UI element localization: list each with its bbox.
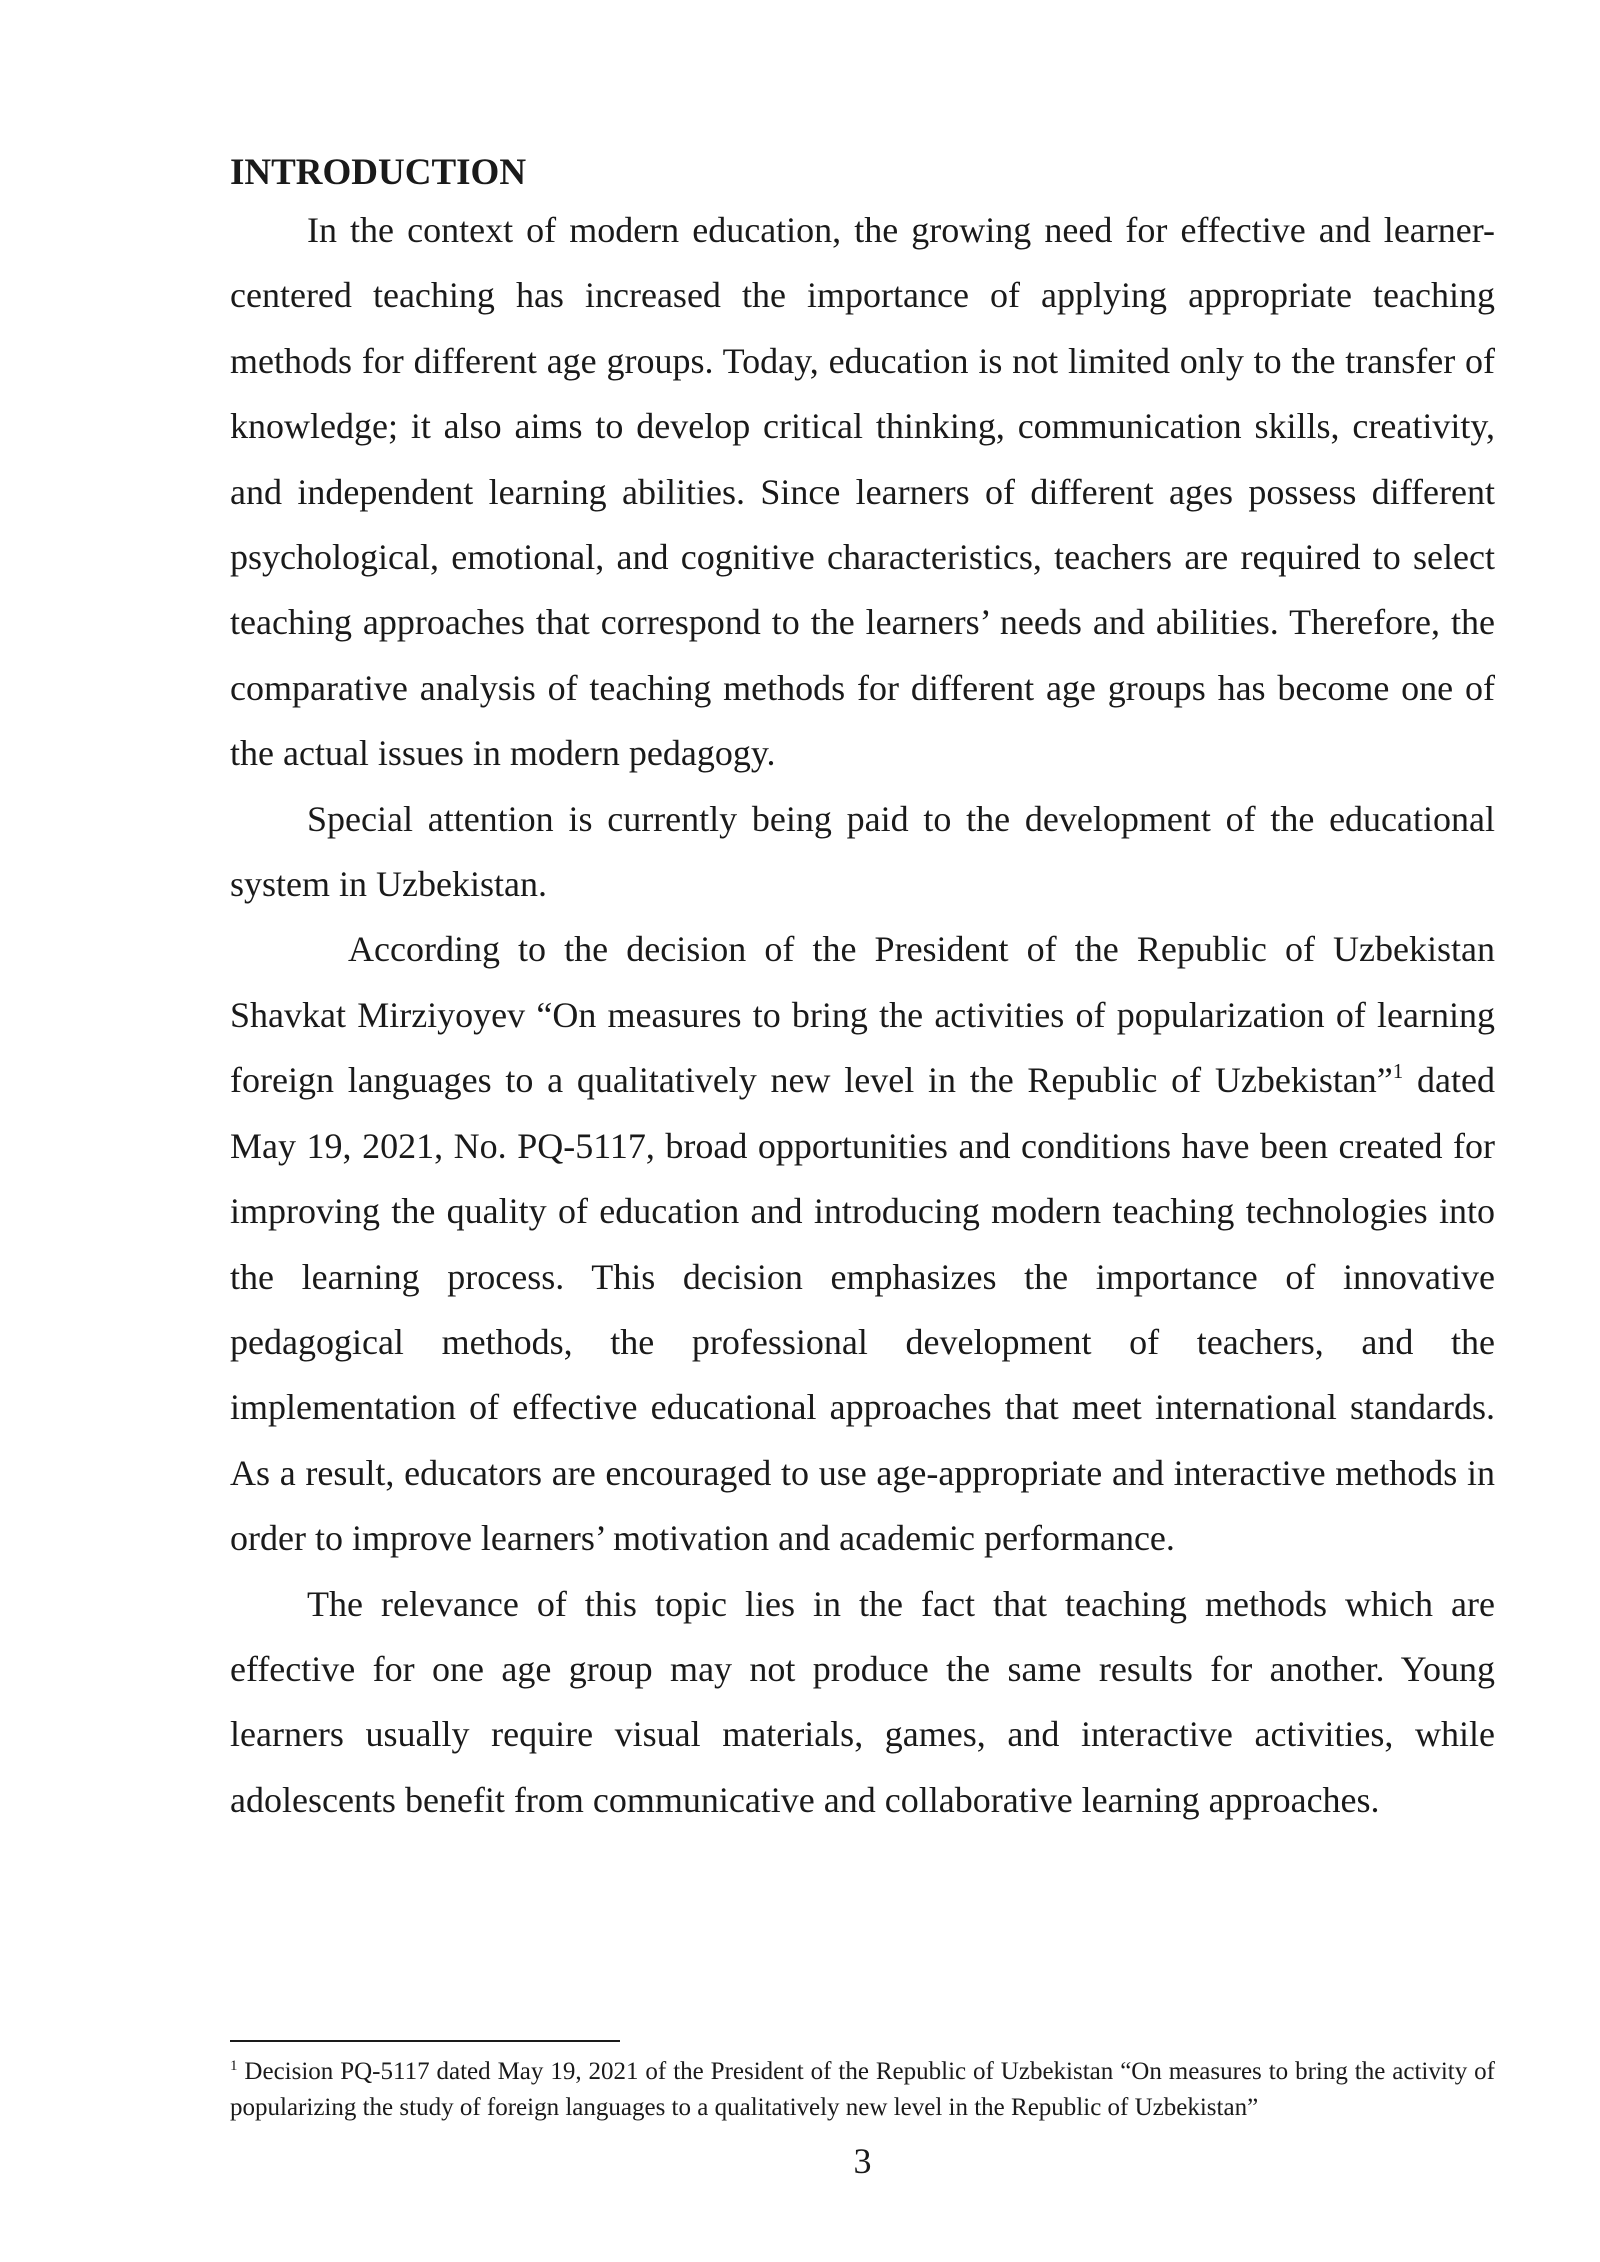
paragraph-3-text-end: dated May 19, 2021, No. PQ-5117, broad opportunities and conditions have been created for improving the quality of education and introducing modern teaching technologies into the learning process. This decision emphasizes the importance of innovative pedagogical methods, the professional development of teachers, and the implementation of effective educational approaches that meet international standards. As a result, educators are encouraged to use age-appropriate and interactive methods in order to improve learners’ motivation and academic performance. (230, 1060, 1495, 1559)
paragraph-3 (230, 917, 1495, 1571)
footnote-reference[interactable]: 1 (1392, 1059, 1404, 1084)
paragraph-2: Special attention is currently being paid to the development of the educational system in Uzbekistan. (230, 798, 1495, 905)
paragraph-1: In the context of modern education, the growing need for effective and learner-centered teaching has increased the importance of applying appropriate teaching methods for different age groups. Today, education is not limited only to the transfer of knowledge; it also aims to develop critical thinking, communication skills, creativity, and independent learning abilities. Since learners of different ages possess different psychological, emotional, and cognitive characteristics, teachers are required to select teaching approaches that correspond to the learners’ needs and abilities. Therefore, the comparative analysis of teaching methods for different age groups has become one of the actual issues in modern pedagogy. (230, 210, 1495, 774)
page-number: 3 (853, 2141, 872, 2181)
paragraph-4: The relevance of this topic lies in the fact that teaching methods which are effective for one age group may not produce the same results for another. Young learners usually require visual materials, games, and interactive activities, while adolescents benefit from communicative and collaborative learning approaches. (230, 1583, 1495, 1820)
section-heading: INTRODUCTION (230, 152, 527, 193)
footnote (230, 2054, 1495, 2126)
main-text (230, 148, 1495, 1833)
paragraph-3-text-start: According to the decision of the President of the Republic of Uzbekistan Shavkat Mirziyoyev “On measures to bring the activities of popularization of learning foreign languages to a qualitatively new level in the Republic of Uzbekistan” (230, 929, 1495, 1101)
footnote-marker: 1 (230, 2058, 238, 2074)
footnote-text: Decision PQ-5117 dated May 19, 2021 of the President of the Republic of Uzbekistan “On measures to bring the activity of popularizing the study of foreign languages to a qualitatively new level in the Republic of Uzbekistan” (230, 2058, 1495, 2121)
footnote-separator (230, 2040, 620, 2042)
